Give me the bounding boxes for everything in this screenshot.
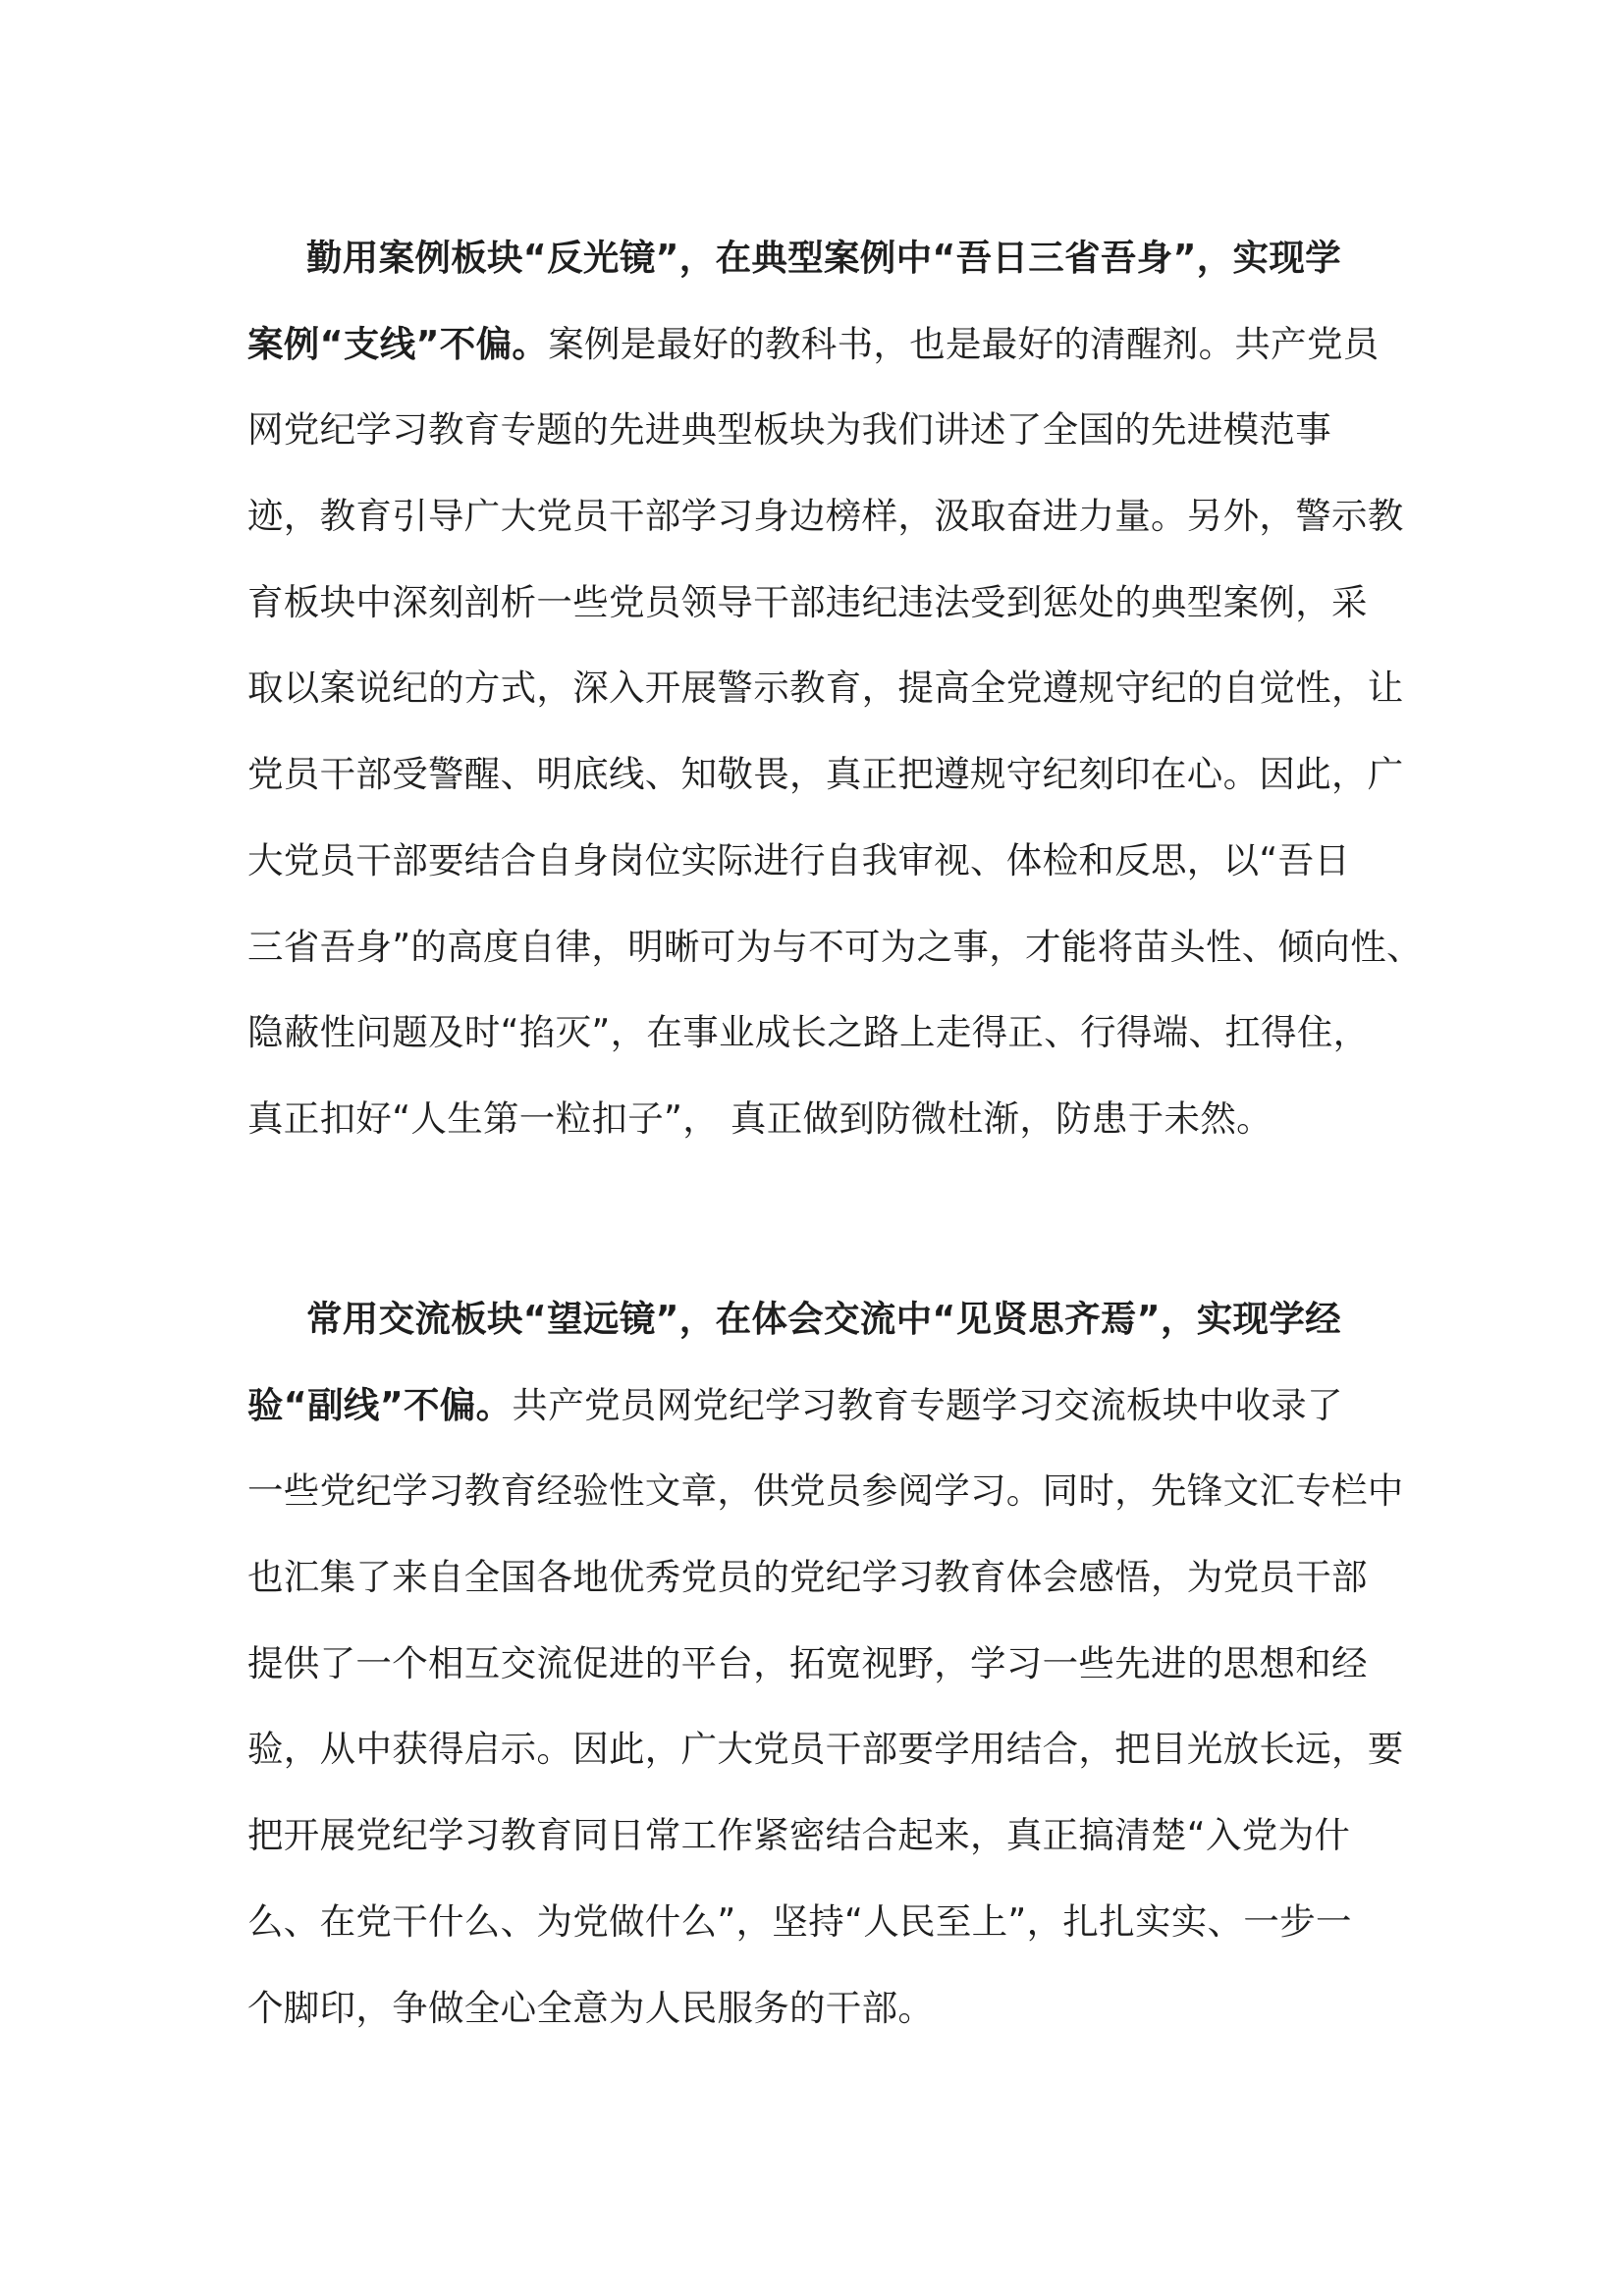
paragraph-heading: 常用交流板块“望远镜”，在体会交流中“见贤思齐焉”，实现学经 [306,1298,1341,1340]
paragraph-heading: 勤用案例板块“反光镜”，在典型案例中“吾日三省吾身”，实现学 [306,237,1341,279]
paragraph-line: 迹，教育引导广大党员干部学习身边榜样，汲取奋进力量。另外，警示教 [247,495,1404,538]
paragraph-line: 也汇集了来自全国各地优秀党员的党纪学习教育体会感悟，为党员干部 [247,1556,1368,1599]
paragraph-line: 三省吾身”的高度自律，明晰可为与不可为之事，才能将苗头性、倾向性、 [247,925,1423,968]
paragraph-line [247,1362,1406,1449]
paragraph-line: 真正扣好“人生第一粒扣子”， 真正做到防微杜渐，防患于未然。 [247,1096,1272,1140]
paragraph-text: 共产党员网党纪学习教育专题学习交流板块中收录了 [512,1383,1343,1426]
paragraph-line: 么、在党干什么、为党做什么”，坚持“人民至上”，扎扎实实、一步一 [247,1899,1352,1943]
paragraph-line: 党员干部受警醒、明底线、知敬畏，真正把遵规守纪刻印在心。因此，广 [247,753,1404,796]
paragraph-line: 隐蔽性问题及时“掐灭”，在事业成长之路上走得正、行得端、扛得住， [247,1011,1370,1054]
paragraph-line: 一些党纪学习教育经验性文章，供党员参阅学习。同时，先锋文汇专栏中 [247,1469,1404,1513]
paragraph-line: 大党员干部要结合自身岗位实际进行自我审视、体检和反思，以“吾日 [247,838,1351,881]
paragraph-heading: 验“副线”不偏。 [247,1383,513,1426]
paragraph-line: 把开展党纪学习教育同日常工作紧密结合起来，真正搞清楚“入党为什 [247,1814,1351,1857]
paragraph-line: 网党纪学习教育专题的先进典型板块为我们讲述了全国的先进模范事 [247,408,1331,452]
paragraph-heading: 案例“支线”不偏。 [247,322,549,365]
paragraph-line: 育板块中深刻剖析一些党员领导干部违纪违法受到惩处的典型案例，采 [247,580,1368,623]
paragraph-case-mirror [247,215,1423,1162]
paragraph-line: 验，从中获得启示。因此，广大党员干部要学用结合，把目光放长远，要 [247,1728,1404,1771]
paragraph-line: 提供了一个相互交流促进的平台，拓宽视野，学习一些先进的思想和经 [247,1641,1368,1684]
paragraph-exchange-telescope [247,1276,1406,2051]
paragraph-line [247,1276,1406,1362]
paragraph-line: 个脚印，争做全心全意为人民服务的干部。 [247,1986,935,2029]
paragraph-line [247,301,1406,388]
paragraph-line: 取以案说纪的方式，深入开展警示教育，提高全党遵规守纪的自觉性，让 [247,667,1404,710]
paragraph-line [247,215,1406,301]
paragraph-text: 案例是最好的教科书，也是最好的清醒剂。共产党员 [548,322,1380,365]
